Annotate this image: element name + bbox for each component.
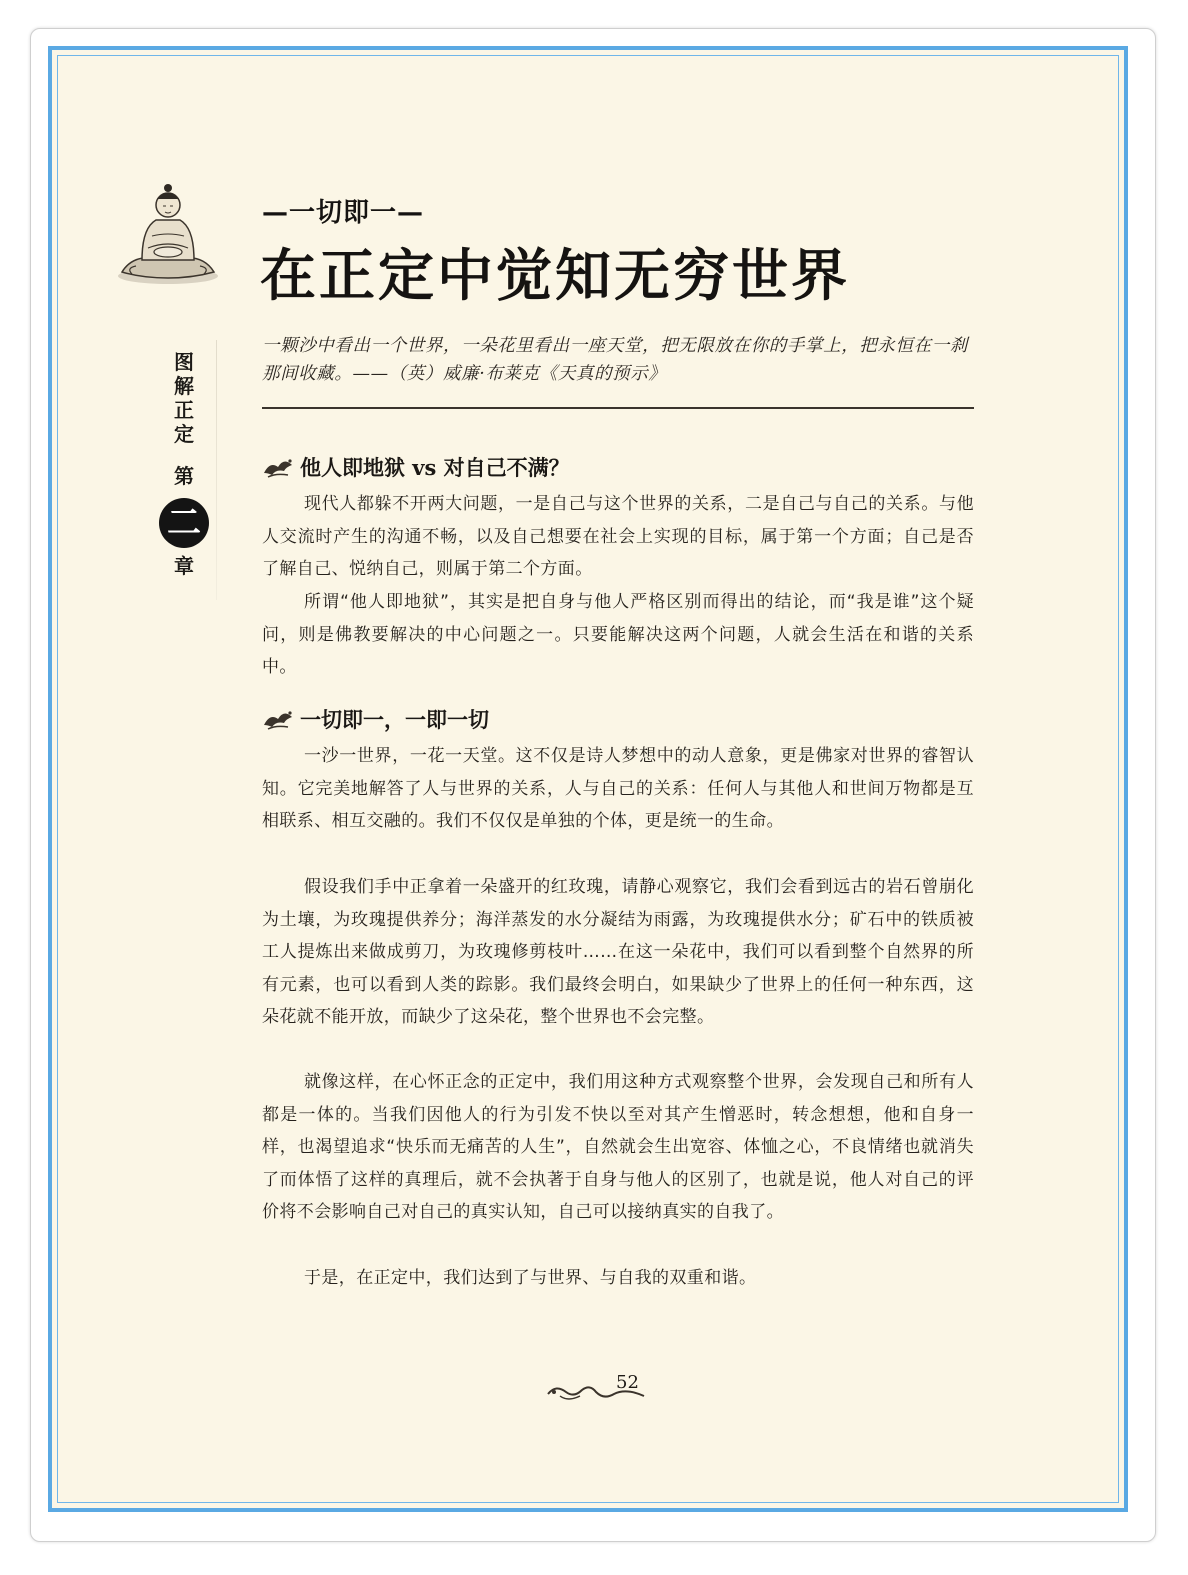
section-heading-text: 一切即一，一即一切: [300, 707, 489, 732]
paragraph: 所谓“他人即地狱”，其实是把自身与他人严格区别而得出的结论，而“我是谁”这个疑问，则是佛教要解决的中心问题之一。只要能解决这两个问题，人就会生活在和谐的关系中。: [262, 592, 974, 677]
chapter-suffix: 章: [174, 554, 194, 578]
section-kicker: [262, 192, 424, 229]
epigraph-quote: 一颗沙中看出一个世界，一朵花里看出一座天堂，把无限放在你的手掌上，把永恒在一刹那间收藏。——（英）威廉·布莱克《天真的预示》: [262, 336, 968, 384]
header-divider: [262, 407, 974, 409]
chapter-number-badge: 二: [159, 498, 209, 548]
lotus-icon: [262, 455, 296, 479]
paragraph: 于是，在正定中，我们达到了与世界、与自我的双重和谐。: [304, 1268, 757, 1288]
kicker-text: 一切即一: [289, 198, 398, 228]
buddha-illustration: [112, 178, 224, 288]
kicker-dash-left: —: [262, 198, 289, 228]
page-footer: [546, 1372, 646, 1402]
paragraph: 现代人都躲不开两大问题，一是自己与这个世界的关系，二是自己与自己的关系。与他人交流时产生的沟通不畅，以及自己想要在社会上实现的目标，属于第一个方面；自己是否了解自己、悦纳自己，则属于第二个方面。: [262, 494, 974, 579]
side-tab-divider: [216, 340, 217, 600]
section-heading-2: [262, 704, 489, 734]
series-title-vertical: 图解正定: [174, 350, 194, 446]
lotus-icon: [262, 707, 296, 731]
paragraph: 就像这样，在心怀正念的正定中，我们用这种方式观察整个世界，会发现自己和所有人都是一体的。当我们因他人的行为引发不快以至对其产生憎恶时，转念想想，他和自身一样，也渴望追求“快乐而无痛苦的人生”，自然就会生出宽容、体恤之心，不良情绪也就消失了而体悟了这样的真理后，就不会执著于自身与他人的区别了，也就是说，他人对自己的评价将不会影响自己对自己的真实认知，自己可以接纳真实的自我了。: [262, 1072, 974, 1222]
paragraph: 一沙一世界，一花一天堂。这不仅是诗人梦想中的动人意象，更是佛家对世界的睿智认知。它完美地解答了人与世界的关系，人与自己的关系：任何人与其他人和世间万物都是互相联系、相互交融的。我们不仅仅是单独的个体，更是统一的生命。: [262, 746, 974, 831]
page-title: 在正定中觉知无穷世界: [260, 244, 850, 309]
kicker-dash-right: —: [397, 198, 425, 228]
paragraph: 假设我们手中正拿着一朵盛开的红玫瑰，请静心观察它，我们会看到远古的岩石曾崩化为土壤，为玫瑰提供养分；海洋蒸发的水分凝结为雨露，为玫瑰提供水分；矿石中的铁质被工人提炼出来做成剪刀，为玫瑰修剪枝叶……在这一朵花中，我们可以看到整个自然界的所有元素，也可以看到人类的踪影。我们最终会明白，如果缺少了世界上的任何一种东西，这朵花就不能开放，而缺少了这朵花，整个世界也不会完整。: [262, 877, 974, 1027]
section-heading-1: [262, 452, 570, 482]
section-heading-text: 他人即地狱 vs 对自己不满？: [300, 455, 570, 480]
chapter-prefix: 第: [174, 464, 194, 488]
chapter-side-tab: [152, 350, 216, 578]
page-number: 52: [616, 1372, 639, 1393]
